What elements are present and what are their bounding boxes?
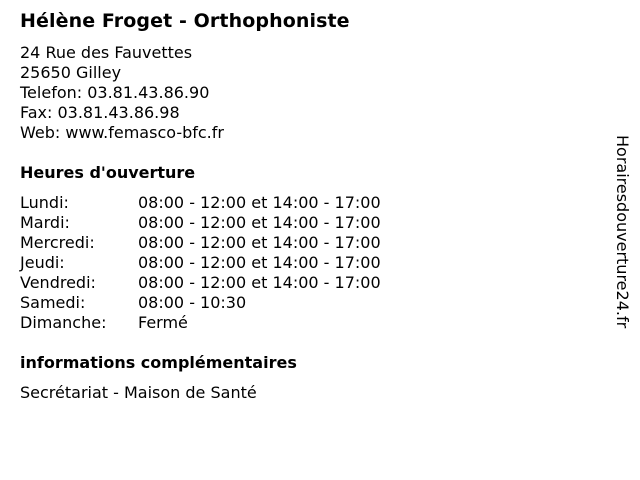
page-title: Hélène Froget - Orthophoniste bbox=[20, 10, 350, 32]
city-address: 25650 Gilley bbox=[20, 63, 122, 82]
day-label: Vendredi: bbox=[20, 273, 96, 292]
watermark bbox=[610, 135, 634, 345]
day-label: Lundi: bbox=[20, 193, 69, 212]
watermark-text: Horairesdouverture24.fr bbox=[613, 135, 632, 329]
fax-number: Fax: 03.81.43.86.98 bbox=[20, 103, 180, 122]
day-label: Samedi: bbox=[20, 293, 86, 312]
time-value: 08:00 - 12:00 et 14:00 - 17:00 bbox=[138, 273, 381, 292]
day-label: Mercredi: bbox=[20, 233, 95, 252]
phone-number: Telefon: 03.81.43.86.90 bbox=[20, 83, 210, 102]
info-text: Secrétariat - Maison de Santé bbox=[20, 383, 257, 402]
time-value: 08:00 - 12:00 et 14:00 - 17:00 bbox=[138, 233, 381, 252]
time-value: 08:00 - 12:00 et 14:00 - 17:00 bbox=[138, 253, 381, 272]
info-heading: informations complémentaires bbox=[20, 353, 297, 372]
street-address: 24 Rue des Fauvettes bbox=[20, 43, 193, 62]
time-value: 08:00 - 10:30 bbox=[138, 293, 247, 312]
website-link: Web: www.femasco-bfc.fr bbox=[20, 123, 224, 142]
time-value: Fermé bbox=[138, 313, 188, 332]
address-block bbox=[20, 43, 224, 143]
day-label: Dimanche: bbox=[20, 313, 107, 332]
day-label: Jeudi: bbox=[20, 253, 65, 272]
time-value: 08:00 - 12:00 et 14:00 - 17:00 bbox=[138, 213, 381, 232]
time-value: 08:00 - 12:00 et 14:00 - 17:00 bbox=[138, 193, 381, 212]
hours-heading: Heures d'ouverture bbox=[20, 163, 196, 182]
day-label: Mardi: bbox=[20, 213, 70, 232]
